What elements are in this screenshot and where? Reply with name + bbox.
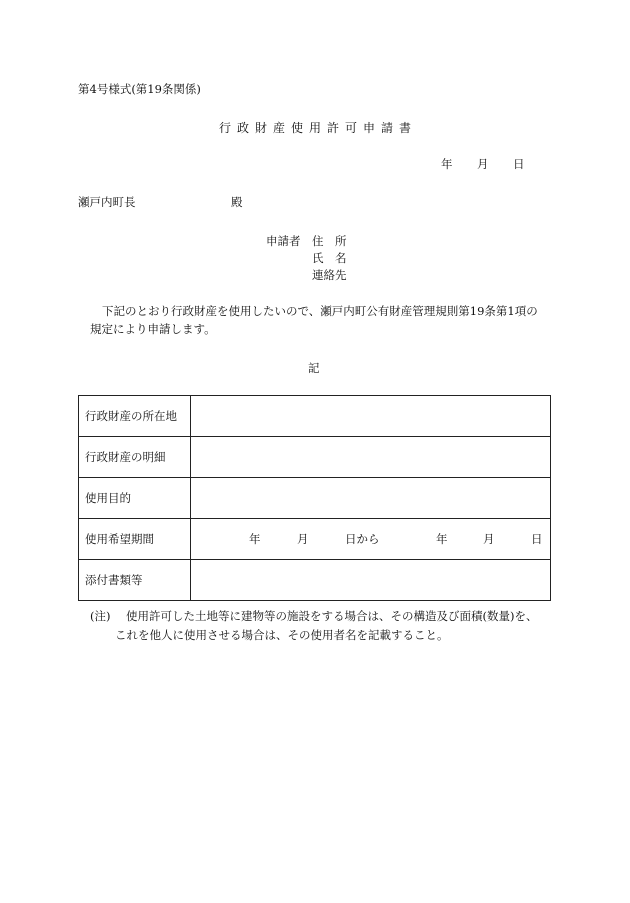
row-label-attachments: 添付書類等 — [79, 560, 191, 601]
row-label-location: 行政財産の所在地 — [79, 396, 191, 437]
table-row — [79, 478, 551, 519]
period-from-day: 日から — [345, 532, 380, 546]
form-number: 第4号様式(第19条関係) — [78, 82, 201, 96]
applicant-name-label: 氏 名 — [312, 251, 347, 265]
table-row — [79, 396, 551, 437]
applicant-label: 申請者 — [266, 234, 301, 248]
document-title: 行政財産使用許可申請書 — [219, 121, 418, 135]
note-line2: これを他人に使用させる場合は、その使用者名を記載すること。 — [115, 628, 449, 642]
table-row — [79, 560, 551, 601]
table-row — [79, 519, 551, 560]
details-field[interactable] — [191, 437, 551, 478]
row-label-details: 行政財産の明細 — [79, 437, 191, 478]
date-day: 日 — [513, 157, 525, 171]
period-to-day: 日 — [531, 532, 543, 546]
note-marker: (注) — [90, 609, 111, 623]
row-label-period: 使用希望期間 — [79, 519, 191, 560]
body-text-line1: 下記のとおり行政財産を使用したいので、瀬戸内町公有財産管理規則第19条第1項の — [102, 304, 538, 318]
application-table — [78, 395, 551, 601]
period-field[interactable] — [191, 519, 551, 560]
addressee-honorific: 殿 — [231, 195, 243, 209]
purpose-field[interactable] — [191, 478, 551, 519]
date-year: 年 — [441, 157, 453, 171]
location-field[interactable] — [191, 396, 551, 437]
table-row — [79, 437, 551, 478]
addressee-name: 瀬戸内町長 — [78, 195, 136, 209]
period-to-month: 月 — [483, 532, 495, 546]
period-from-month: 月 — [297, 532, 309, 546]
applicant-contact-label: 連絡先 — [312, 268, 347, 282]
ki-heading: 記 — [308, 361, 320, 375]
note-line1: 使用許可した土地等に建物等の施設をする場合は、その構造及び面積(数量)を、 — [126, 609, 538, 623]
body-text-line2: 規定により申請します。 — [90, 322, 216, 336]
period-to-year: 年 — [436, 532, 448, 546]
row-label-purpose: 使用目的 — [79, 478, 191, 519]
date-month: 月 — [477, 157, 489, 171]
period-from-year: 年 — [249, 532, 261, 546]
attachments-field[interactable] — [191, 560, 551, 601]
applicant-address-label: 住 所 — [312, 234, 347, 248]
